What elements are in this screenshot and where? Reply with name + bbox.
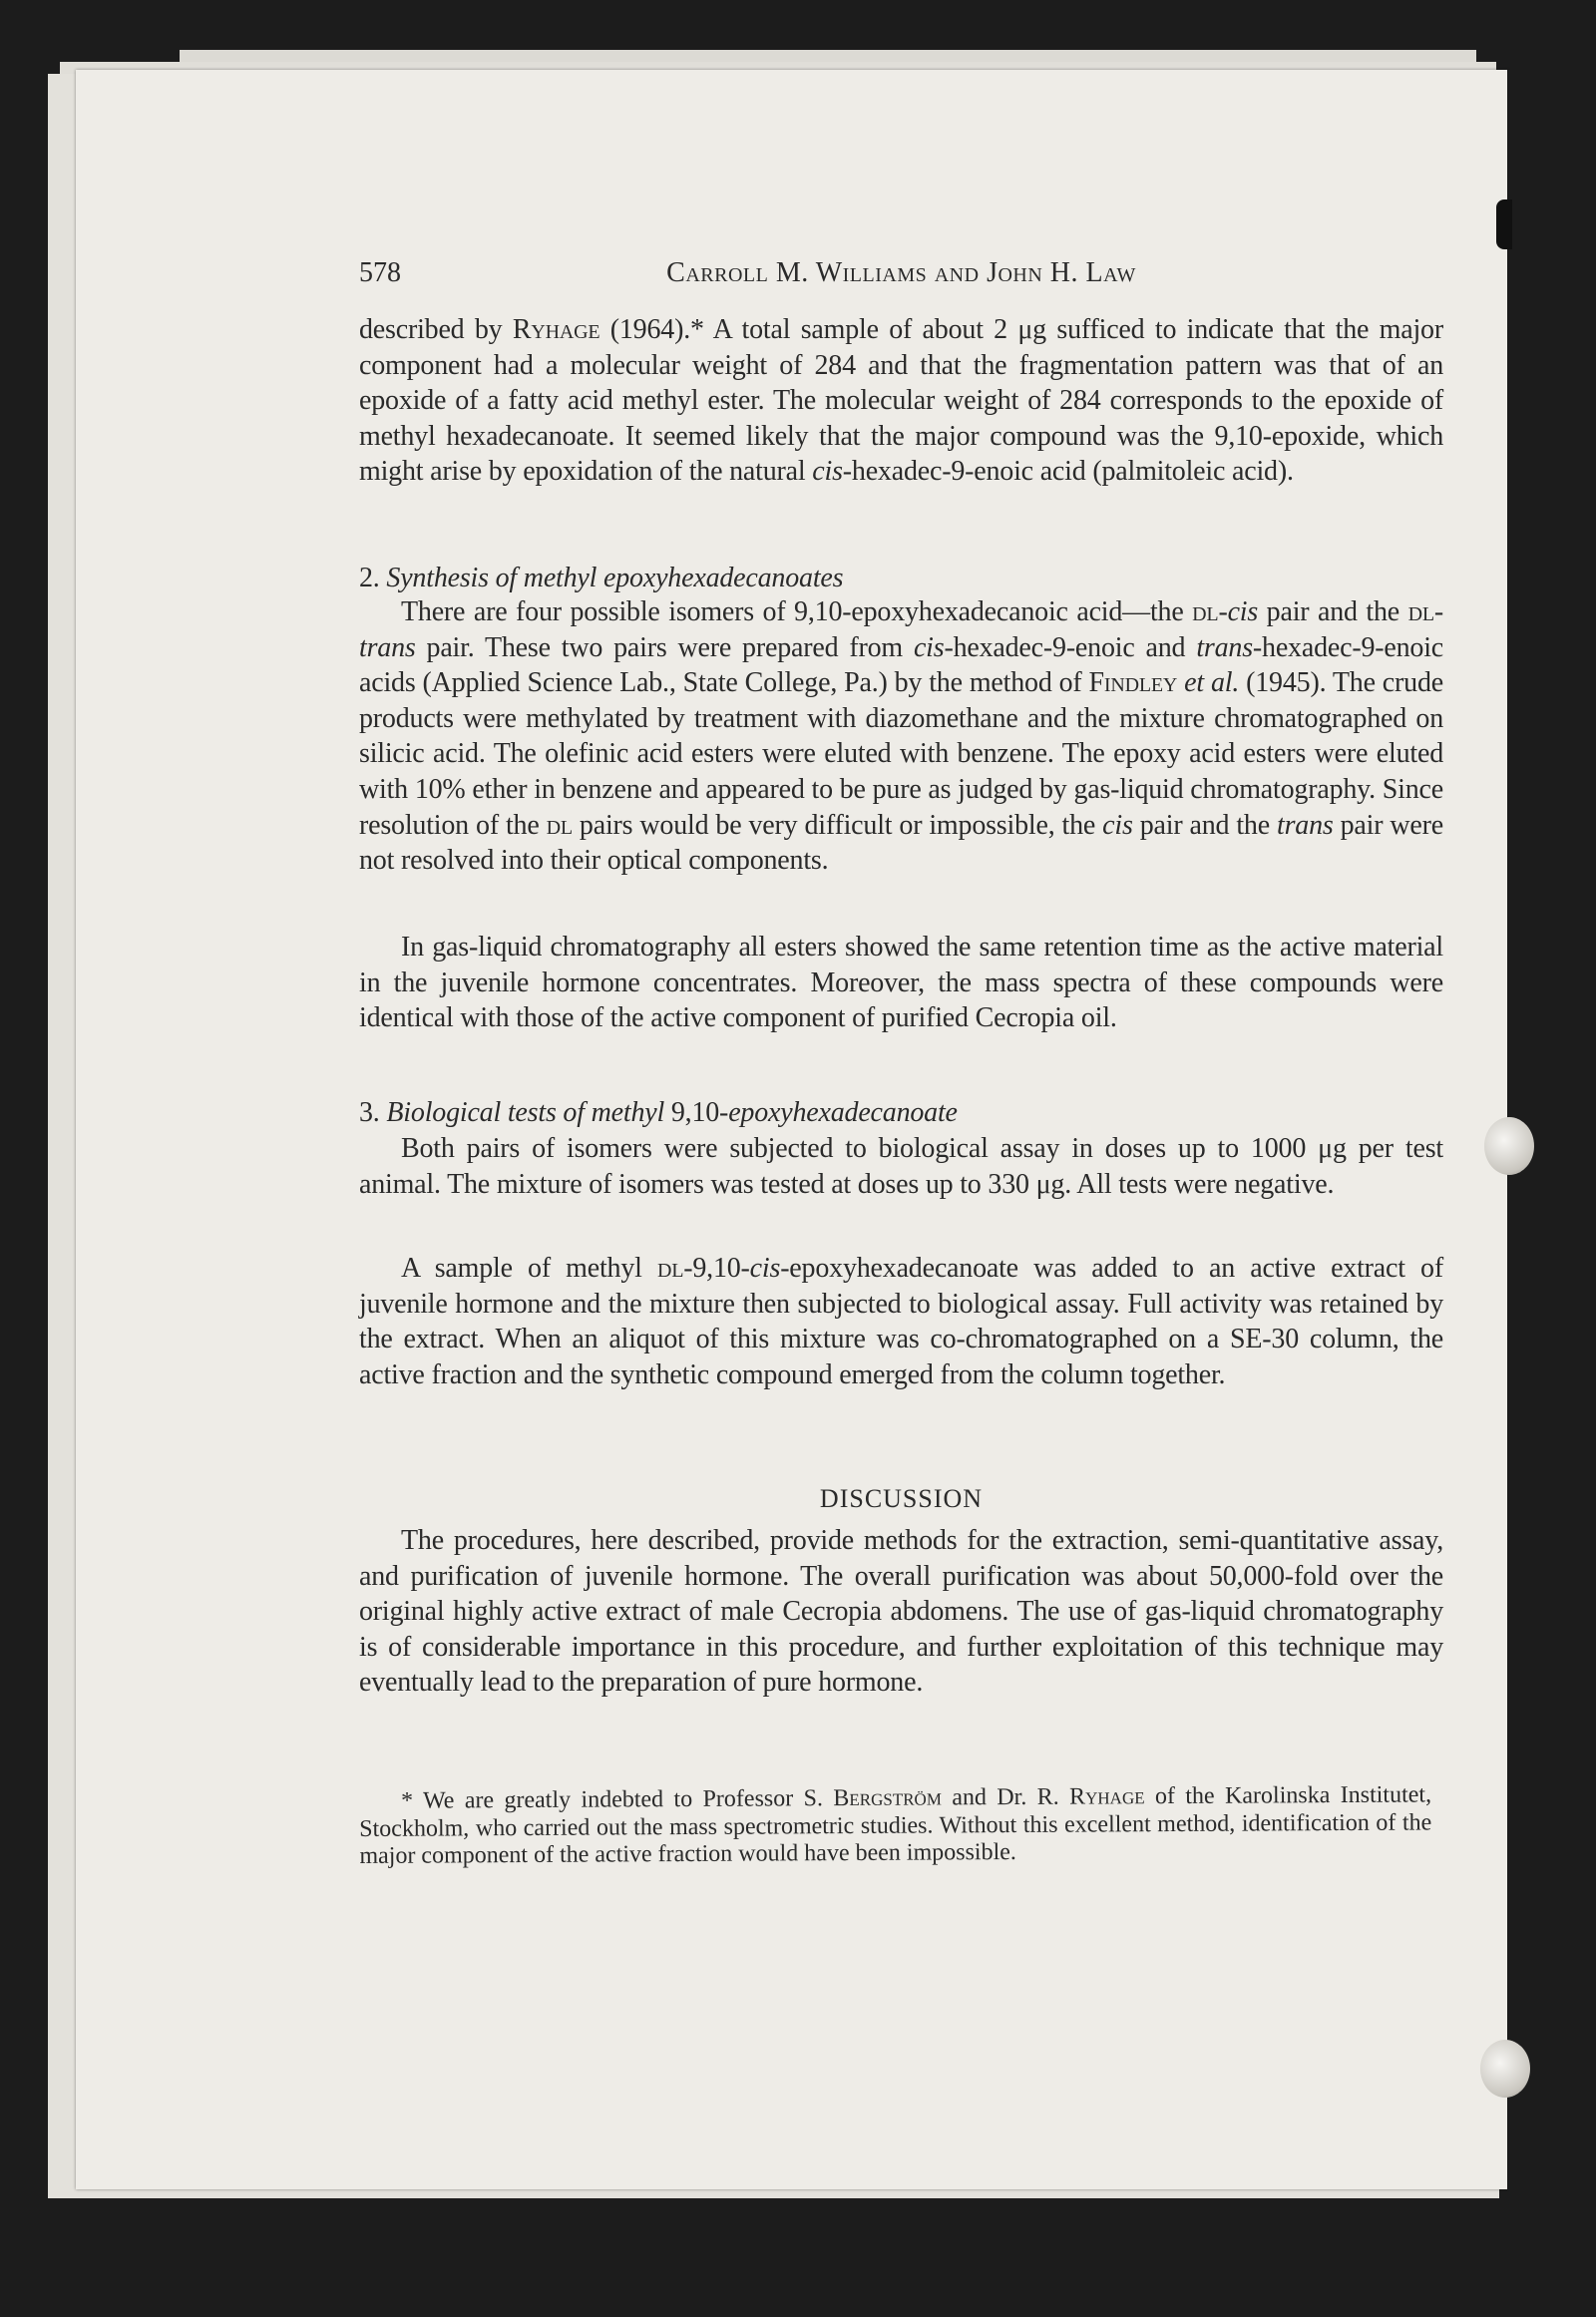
text-run: Both pairs of isomers were subjected to biological assay in doses up to 1000 μg per test animal. The mixture of isomers was tested at doses up to 330 μg. All tests were negative. xyxy=(359,1133,1443,1200)
text-run: and Dr. R. xyxy=(941,1783,1070,1811)
small-caps-text: Findley xyxy=(1088,667,1178,699)
running-title: Carroll M. Williams and John H. Law xyxy=(666,257,1136,288)
page-number: 578 xyxy=(359,257,401,288)
punch-hole xyxy=(1484,1117,1534,1175)
small-caps-text: dl xyxy=(546,809,573,841)
italic-text: cis xyxy=(913,631,945,663)
footnote xyxy=(359,1781,1431,1870)
small-caps-text: Ryhage xyxy=(1069,1783,1145,1810)
paragraph-bioassay xyxy=(359,1131,1443,1202)
para6-text xyxy=(359,1523,1443,1701)
paragraph-sample xyxy=(359,1251,1443,1392)
heading3-text xyxy=(359,1095,1443,1131)
text-run: 9,10- xyxy=(670,1097,729,1128)
text-run: pairs would be very difficult or impossible, the xyxy=(572,809,1103,841)
italic-text: Biological tests of methyl xyxy=(386,1097,671,1128)
text-run: -hexadec-9-enoic and xyxy=(944,631,1197,663)
section-heading-synthesis xyxy=(359,561,1443,596)
paragraph-discussion xyxy=(359,1523,1443,1701)
italic-text: trans xyxy=(359,631,416,663)
text-run: -hexadec-9-enoic acid (palmitoleic acid). xyxy=(842,456,1294,488)
paragraph-synthesis xyxy=(359,594,1443,879)
small-caps-text: dl xyxy=(656,1253,684,1284)
text-run: 2. xyxy=(359,563,387,593)
italic-text: cis xyxy=(1102,809,1133,841)
small-caps-text: Bergström xyxy=(833,1784,942,1812)
italic-text: et al. xyxy=(1184,667,1240,699)
text-run: pair. These two pairs were prepared from xyxy=(415,631,914,663)
text-run: 3. xyxy=(359,1097,387,1128)
heading2-text xyxy=(359,561,1443,596)
small-caps-text: dl xyxy=(1192,596,1219,627)
text-run: -hexadec-9-enoic acids (Applied Science Lab., State College, Pa.) by the method of xyxy=(359,631,1444,699)
italic-text: epoxyhexadecanoate xyxy=(728,1097,958,1128)
text-run: described by xyxy=(359,314,513,345)
discussion-heading: DISCUSSION xyxy=(819,1484,984,1513)
italic-text: trans xyxy=(1196,631,1253,663)
binder-notch xyxy=(1496,199,1512,249)
italic-text: cis xyxy=(1227,596,1259,627)
text-run: of the Karolinska Institutet, Stockholm, who carried out the mass spectrometric studies. Without this excellent method, identification of the major component of the active fraction would have been impossible. xyxy=(359,1781,1432,1869)
text-run: pair were not resolved into their optical components. xyxy=(359,809,1443,877)
italic-text: cis xyxy=(812,456,843,488)
text-run: -epoxyhexadecanoate was added to an active extract of juvenile hormone and the mixture then subjected to biological assay. Full activity was retained by the extract. When an aliquot of this mixture was co-chromatographed on a SE-30 column, the active fraction and the synthetic compound emerged from the column together. xyxy=(359,1253,1443,1390)
footnote-text xyxy=(359,1781,1431,1870)
text-run: There are four possible isomers of 9,10-epoxyhexadecanoic acid—the xyxy=(401,596,1193,627)
text-run: pair and the xyxy=(1132,809,1277,841)
punch-hole xyxy=(1480,2040,1530,2098)
text-run: The procedures, here described, provide methods for the extraction, semi-quantitative assay, and purification of juvenile hormone. The overall purification was about 50,000-fold over the original highly active extract of male Cecropia abdomens. The use of gas-liquid chromatography is of considerable importance in this procedure, and further exploitation of this technique may eventually lead to the preparation of pure hormone. xyxy=(359,1525,1443,1699)
text-run: * We are greatly indebted to Professor S. xyxy=(400,1785,834,1814)
text-run: A sample of methyl xyxy=(401,1253,657,1284)
paragraph-chromatography xyxy=(359,930,1443,1036)
para2-text xyxy=(359,594,1443,879)
text-run: - xyxy=(1433,596,1443,627)
text-run: pair and the xyxy=(1258,596,1408,627)
section-heading-biological-tests xyxy=(359,1095,1443,1131)
para5-text xyxy=(359,1251,1443,1392)
para4-text xyxy=(359,1131,1443,1202)
paragraph-continued xyxy=(359,312,1443,490)
para1-text xyxy=(359,312,1443,490)
text-run: (1964).* A total sample of about 2 μg sufficed to indicate that the major component had a molecular weight of 284 and that the fragmentation pattern was that of an epoxide of a fatty acid methyl ester. The molecular weight of 284 corresponds to the epoxide of methyl hexadecanoate. It seemed likely that the major compound was the 9,10-epoxide, which might arise by epoxidation of the natural xyxy=(359,314,1443,488)
para3-text xyxy=(359,930,1443,1036)
text-run: (1945). The crude products were methylated by treatment with diazomethane and the mixture chromatographed on silicic acid. The olefinic acid esters were eluted with benzene. The epoxy acid esters were eluted with 10% ether in benzene and appeared to be pure as judged by gas-liquid chromatography. Since resolution of the xyxy=(359,667,1443,841)
italic-text: trans xyxy=(1277,809,1334,841)
text-run: In gas-liquid chromatography all esters showed the same retention time as the active material in the juvenile hormone concentrates. Moreover, the mass spectra of these compounds were identical with those of the active component of purified Cecropia oil. xyxy=(359,932,1443,1034)
text-run: -9,10- xyxy=(683,1253,750,1284)
italic-text: cis xyxy=(749,1253,781,1284)
text-run: - xyxy=(1218,596,1228,627)
small-caps-text: dl xyxy=(1407,596,1434,627)
small-caps-text: Ryhage xyxy=(512,314,600,345)
italic-text: Synthesis of methyl epoxyhexadecanoates xyxy=(386,563,844,593)
